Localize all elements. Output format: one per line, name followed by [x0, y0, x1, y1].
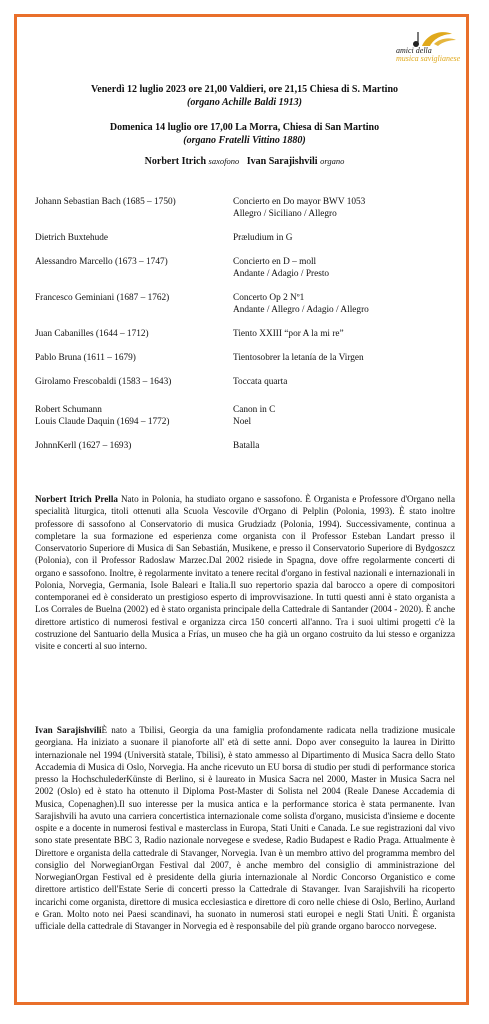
program-work: [233, 256, 455, 280]
work-line: Toccata quarta: [233, 377, 288, 387]
program-composer: [35, 196, 225, 208]
bio1-name: Norbert Itrich Prella: [35, 494, 118, 504]
work-line: Allegro / Siciliano / Allegro: [233, 209, 337, 219]
program-composer: [35, 256, 225, 268]
composer-line: Francesco Geminiani (1687 – 1762): [35, 293, 170, 303]
program-composer: [35, 404, 225, 428]
composer-line: Dietrich Buxtehude: [35, 233, 109, 243]
work-line: Canon in C: [233, 405, 276, 415]
composer-line: Pablo Bruna (1611 – 1679): [35, 353, 136, 363]
program-work: [233, 292, 455, 316]
performers-line: [30, 155, 459, 168]
bio1-text: Nato in Polonia, ha studiato organo e sassofono. È Organista e Professore d'Organo nella specialità liturgica, titoli ottenuti alla Scuola Vescovile d'Organo di Pelplin (Polonia, 1993). È stato inoltre professore di sassofono al Conservatorio di musica Grudziadz (Polonia, 1994). Successivamente, continua a completare la sua formazione ed esperienza come organista con il Professor Esteban Landart presso il Conservatorio Superiore di Musica di San Sebastián, Musikene, e presso il Conservatorio Superiore di Bydgoszcz (Polonia), con il Professor Radoslaw Marzec.Dal 2002 risiede in Spagna, dove offre regolarmente concerti di organo e sassofono. Inoltre, è regolarmente invitato a tenere recital d'organo in festival nazionali e internazionali in Polonia, Norvegia, Germania, Isole Baleari e Italia.Il suo repertorio spazia dal barocco a opere di compositori contemporanei ed è considerato un prestigioso esperto di improvvisazione. In tutti questi anni è stato organista a Los Corrales de Buelna (2002) ed è stato organista principale della Cattedrale di Santander (2004 - 2020). È anche direttore artistico di numerosi festival e organizza circa 150 concerti all'anno. Tra i suoi ultimi progetti c'è la costruzione del Santuario della Musica a Frías, un museo che ha già un organo costruito da lui stesso e organizza visite e concerti al suo interno.: [35, 494, 455, 651]
composer-line: Robert Schumann: [35, 405, 102, 415]
performer1-instrument: saxofono: [208, 156, 240, 166]
work-line: Andante / Adagio / Presto: [233, 269, 330, 279]
performer1-name: Norbert Itrich: [144, 156, 207, 167]
logo-line2: musica saviglianese: [396, 54, 461, 63]
performer2-instrument: organo: [320, 156, 345, 166]
bio-ivan: [35, 724, 455, 932]
program-work: [233, 376, 455, 388]
program-work: [233, 328, 455, 340]
work-line: Noel: [233, 417, 252, 427]
logo: [392, 28, 464, 66]
program-work: [233, 196, 455, 220]
bio2-name: Ivan Sarajishvili: [35, 725, 102, 735]
program-work: [233, 232, 455, 244]
program-work: [233, 352, 455, 364]
bio2-text: È nato a Tbilisi, Georgia da una famiglia profondamente radicata nella tradizione musicale georgiana. Ha iniziato a suonare il pianoforte all' età di sette anni. Dopo aver conseguito la laurea in Diritto internazionale nel 1994 (Università statale, Tbilisi), è stato ammesso al Dipartimento di Musica Sacra dello Stato Accademia di Musica di Oslo, Norvegia. Ha anche ricevuto un EU borsa di studio per studi di performance storica presso la HochschulederKünste di Berlino, si è laureato in Musica Sacra nel 2000, Master in Musica Sacra nel 2002 (Oslo) ed è stato ha ottenuto il Diploma Post-Master di Solista nel 2004 (Reale Danese Accademia di Musica, Copenaghen).Il suo interesse per la musica antica e la performance storica è stata permanente. Ivan Sarajishvili ha avuto una carriera concertistica internazionale come solista d'organo, musicista d'insieme e docente ospite e a docente in numerosi festival e masterclass in Europa, Stati Uniti e Canada. Le sue registrazioni dal vivo sono state presentate BBC 3, Radio nazionale norvegese e svedese, Radio Budapest e Radio Praga. Attualmente è Direttore e organista della cattedrale di Stavanger, Norvegia. Ivan è un membro attivo del programma membro del consiglio del NorwegianOrgan Festival dal 2007, è anche membro del consiglio di amministrazione del NorwegianOrgan Festival ed è presidente della giuria internazionale al Nordic Concorso Organistico e come direttore artistico dell'Estate Serie di concerti presso la Cattedrale di Stavanger. Ivan Sarajishvili ha ricoperto incarichi come organista, direttore di musica ecclesiastica e direttore di coro nelle chiese di Oslo, Berlino, Aurland e Gran. Molto noto nei Paesi scandinavi, ha suonato in numerosi stati europei e negli Stati Uniti. È organista ufficiale della cattedrale di Stavanger in Norvegia ed è responsabile del più grande organo barocco norvegese.: [35, 725, 456, 931]
event2-line1: Domenica 14 luglio ore 17,00 La Morra, Chiesa di San Martino: [109, 122, 380, 133]
work-line: Andante / Allegro / Adagio / Allegro: [233, 305, 369, 315]
work-line: Tientosobrer la letanía de la Virgen: [233, 353, 364, 363]
event1-line1: Venerdì 12 luglio 2023 ore 21,00 Valdieri, ore 21,15 Chiesa di S. Martino: [90, 84, 399, 95]
work-line: Concierto en Do mayor BWV 1053: [233, 197, 366, 207]
work-line: Batalla: [233, 441, 260, 451]
work-line: Præludium in G: [233, 233, 293, 243]
performer2-name: Ivan Sarajishvili: [246, 156, 318, 167]
composer-line: Girolamo Frescobaldi (1583 – 1643): [35, 377, 172, 387]
composer-line: Louis Claude Daquin (1694 – 1772): [35, 417, 170, 427]
program-work: [233, 440, 455, 452]
composer-line: Juan Cabanilles (1644 – 1712): [35, 329, 149, 339]
work-line: Concierto en D – moll: [233, 257, 317, 267]
program-work: [233, 404, 455, 428]
composer-line: JohnnKerll (1627 – 1693): [35, 441, 132, 451]
program-composer: [35, 328, 225, 340]
program-composer: [35, 232, 225, 244]
work-line: Tiento XXIII “por A la mi re”: [233, 329, 344, 339]
program-composer: [35, 376, 225, 388]
logo-line1: amici della: [396, 46, 432, 55]
bio-norbert: [35, 493, 455, 652]
event1-line2: (organo Achille Baldi 1913): [187, 97, 302, 108]
program-composer: [35, 440, 225, 452]
event2-line2: (organo Fratelli Vittino 1880): [183, 135, 306, 146]
composer-line: Johann Sebastian Bach (1685 – 1750): [35, 197, 176, 207]
program-composer: [35, 292, 225, 304]
work-line: Concerto Op 2 Nº1: [233, 293, 305, 303]
composer-line: Alessandro Marcello (1673 – 1747): [35, 257, 168, 267]
program-composer: [35, 352, 225, 364]
